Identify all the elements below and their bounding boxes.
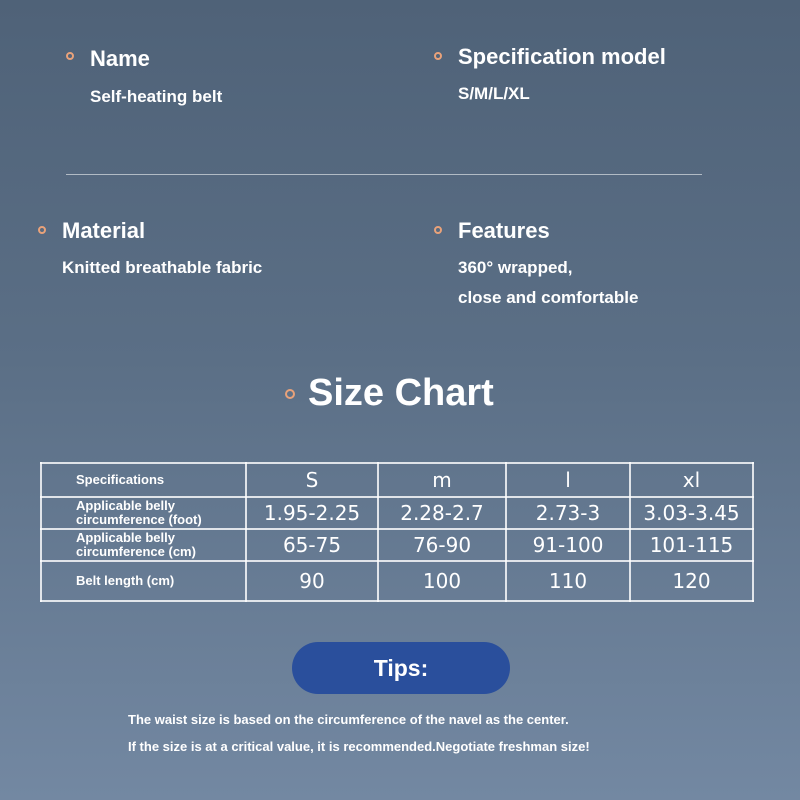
row-label-line: circumference (foot) [76, 512, 202, 527]
table-row-label [41, 529, 246, 561]
table-cell: 120 [630, 561, 753, 601]
table-cell: 91-100 [506, 529, 630, 561]
table-cell: 100 [378, 561, 506, 601]
table-row-label [41, 561, 246, 601]
table-cell: 90 [246, 561, 378, 601]
spec-features-label: Features [458, 218, 550, 243]
table-cell: 110 [506, 561, 630, 601]
table-row [41, 561, 753, 601]
table-cell: 76-90 [378, 529, 506, 561]
table-cell: 3.03-3.45 [630, 497, 753, 529]
spec-name-label: Name [90, 46, 150, 71]
bullet-dot-icon [66, 52, 74, 60]
bullet-dot-icon [434, 52, 442, 60]
table-cell: 2.73-3 [506, 497, 630, 529]
bullet-dot-icon [434, 226, 442, 234]
table-row-label [41, 497, 246, 529]
table-header-cell: l [506, 463, 630, 497]
spec-features-value-line2: close and comfortable [458, 288, 639, 307]
size-chart-table [40, 462, 754, 602]
table-cell: 65-75 [246, 529, 378, 561]
row-label-line: circumference (cm) [76, 544, 196, 559]
table-cell: 2.28-2.7 [378, 497, 506, 529]
table-cell: 1.95-2.25 [246, 497, 378, 529]
spec-name-value: Self-heating belt [90, 87, 223, 106]
tips-badge: Tips: [292, 642, 510, 694]
row-label-line: Belt length (cm) [76, 573, 175, 588]
bullet-dot-icon [285, 389, 295, 399]
bullet-dot-icon [38, 226, 46, 234]
table-cell: 101-115 [630, 529, 753, 561]
table-row [41, 529, 753, 561]
spec-material-value: Knitted breathable fabric [62, 258, 263, 277]
tips-text-line-2: If the size is at a critical value, it is recommended.Negotiate freshman size! [128, 739, 590, 754]
table-header-cell: S [246, 463, 378, 497]
spec-model-label: Specification model [458, 44, 666, 69]
spec-material-label: Material [62, 218, 146, 243]
table-header-cell: m [378, 463, 506, 497]
size-chart-title: Size Chart [308, 372, 494, 414]
row-label-line: Applicable belly [76, 498, 175, 513]
row-label-line: Applicable belly [76, 530, 175, 545]
table-header-cell: Specifications [41, 463, 246, 497]
spec-features-value-line1: 360° wrapped, [458, 258, 573, 277]
spec-model-value: S/M/L/XL [458, 84, 530, 103]
tips-text-line-1: The waist size is based on the circumference of the navel as the center. [128, 712, 569, 727]
table-header-row [41, 463, 753, 497]
table-header-cell: xl [630, 463, 753, 497]
table-row [41, 497, 753, 529]
section-divider [66, 174, 702, 175]
